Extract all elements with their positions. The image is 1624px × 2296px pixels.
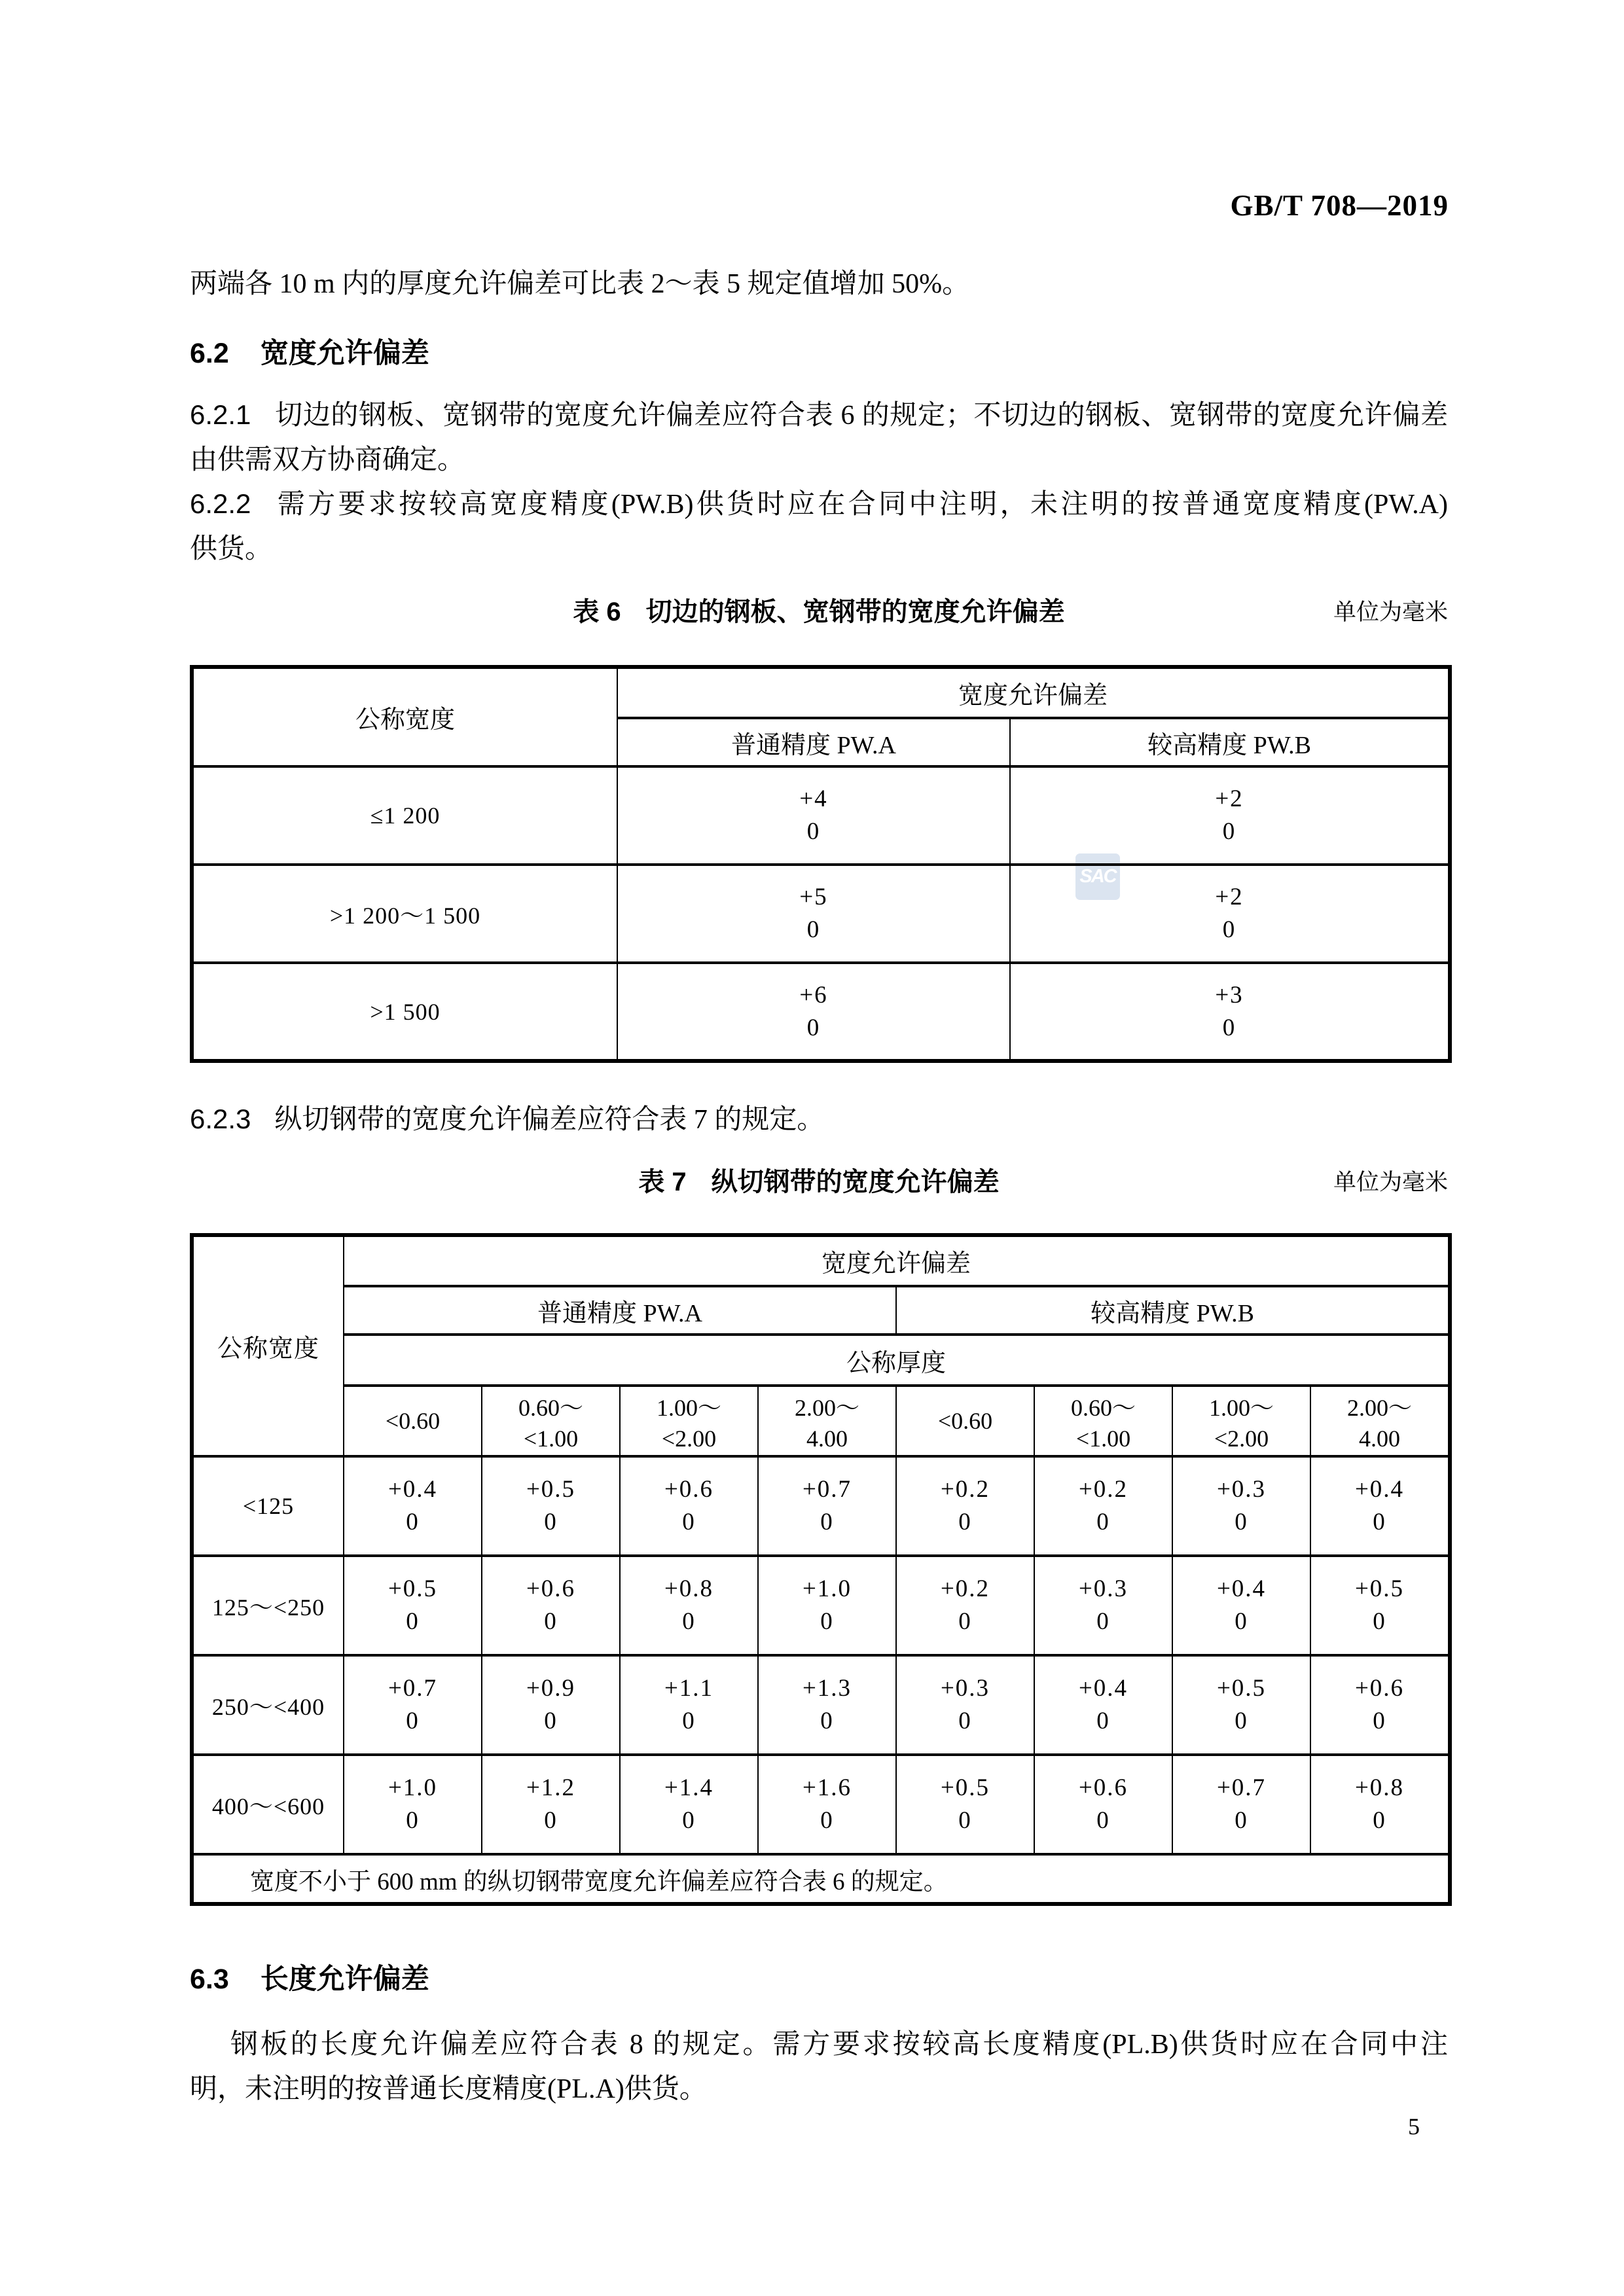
thickness-range: <1.00 — [1075, 1426, 1131, 1452]
thickness-range: <2.00 — [1214, 1426, 1269, 1452]
tolerance-cell — [617, 865, 1010, 963]
clause-number: 6.2.2 — [190, 488, 251, 519]
tol-bot: 0 — [806, 818, 821, 845]
tolerance-cell — [1310, 1456, 1450, 1556]
tolerance-cell — [1310, 1755, 1450, 1854]
tolerance-cell — [758, 1755, 896, 1854]
tolerance-cell — [758, 1655, 896, 1755]
tol-top: +0.2 — [1078, 1476, 1128, 1503]
table-footnote-row — [192, 1854, 1450, 1904]
tolerance-cell — [344, 1755, 482, 1854]
tol-bot: 0 — [1235, 1807, 1248, 1834]
paragraph-line: 由供需双方协商确定。 — [190, 445, 465, 475]
tol-top: +0.5 — [526, 1476, 576, 1503]
col-header-pwa: 普通精度 PW.A — [617, 718, 1010, 766]
tol-bot: 0 — [406, 1608, 420, 1635]
col-header-pwb: 较高精度 PW.B — [1010, 718, 1450, 766]
col-header-nominal-width: 公称宽度 — [192, 667, 617, 766]
caption-title: 纵切钢带的宽度允许偏差 — [711, 1168, 1000, 1196]
tol-top: +1.0 — [388, 1774, 438, 1801]
table-7-caption — [190, 1161, 1448, 1198]
unit-note: 单位为毫米 — [1333, 1170, 1448, 1195]
width-cell: <125 — [192, 1456, 344, 1556]
tol-bot: 0 — [1222, 818, 1236, 845]
tolerance-cell — [1034, 1556, 1172, 1655]
thickness-range: 4.00 — [1359, 1426, 1400, 1452]
section-number: 6.2 — [190, 338, 229, 369]
tol-top: +2 — [1215, 884, 1244, 910]
tol-top: +0.6 — [526, 1575, 576, 1602]
tol-top: +0.6 — [664, 1476, 714, 1503]
tol-top: +0.3 — [1078, 1575, 1128, 1602]
tolerance-cell — [482, 1556, 620, 1655]
thickness-range: <0.60 — [937, 1408, 993, 1434]
tol-bot: 0 — [1373, 1509, 1386, 1535]
tol-top: +1.2 — [526, 1774, 576, 1801]
tolerance-cell — [896, 1755, 1034, 1854]
thickness-col-header — [1034, 1386, 1172, 1456]
tol-bot: 0 — [1096, 1608, 1110, 1635]
tol-bot: 0 — [544, 1608, 558, 1635]
tol-top: +1.3 — [802, 1675, 852, 1702]
thickness-col-header — [896, 1386, 1034, 1456]
tolerance-cell — [620, 1456, 758, 1556]
paragraph-line: 两端各 10 m 内的厚度允许偏差可比表 2～表 5 规定值增加 50%。 — [190, 269, 970, 299]
width-cell: 250～<400 — [192, 1655, 344, 1755]
tol-bot: 0 — [544, 1708, 558, 1734]
tolerance-cell — [482, 1456, 620, 1556]
col-header-pwb: 较高精度 PW.B — [896, 1286, 1450, 1335]
tol-bot: 0 — [1096, 1807, 1110, 1834]
tolerance-cell — [620, 1755, 758, 1854]
tol-top: +0.4 — [1216, 1575, 1267, 1602]
unit-note: 单位为毫米 — [1333, 600, 1448, 625]
tol-top: +6 — [799, 981, 828, 1009]
clause-6-3 — [190, 2022, 1448, 2111]
tolerance-cell — [896, 1556, 1034, 1655]
tol-bot: 0 — [1222, 1014, 1236, 1041]
paragraph-line: 明，未注明的按普通长度精度(PL.A)供货。 — [190, 2074, 707, 2104]
thickness-range: <1.00 — [523, 1426, 579, 1452]
tolerance-cell — [620, 1556, 758, 1655]
tol-top: +0.7 — [802, 1476, 852, 1503]
width-cell: ≤1 200 — [192, 766, 617, 865]
width-cell: >1 500 — [192, 963, 617, 1061]
clause-number: 6.2.3 — [190, 1103, 251, 1134]
tol-bot: 0 — [1373, 1708, 1386, 1734]
tol-bot: 0 — [806, 916, 821, 943]
tol-bot: 0 — [1373, 1807, 1386, 1834]
tolerance-cell — [482, 1655, 620, 1755]
tol-top: +0.4 — [1078, 1675, 1128, 1702]
paragraph-line — [190, 393, 1448, 438]
caption-title: 切边的钢板、宽钢带的宽度允许偏差 — [645, 598, 1065, 626]
clause-6-2-1 — [190, 393, 1448, 482]
tol-top: +4 — [799, 785, 828, 812]
table-row — [192, 1456, 1450, 1556]
tol-top: +0.8 — [1354, 1774, 1405, 1801]
tol-bot: 0 — [820, 1708, 834, 1734]
tol-top: +0.7 — [1216, 1774, 1267, 1801]
thickness-range: 1.00～ — [1208, 1395, 1274, 1421]
table-6-caption — [190, 591, 1448, 628]
tol-top: +0.5 — [1354, 1575, 1405, 1602]
tol-top: +0.7 — [388, 1675, 438, 1702]
tol-top: +0.9 — [526, 1675, 576, 1702]
table-row — [192, 1556, 1450, 1655]
sac-watermark-text: SAC — [1079, 866, 1116, 887]
caption-label: 表 7 — [638, 1168, 687, 1196]
section-number: 6.3 — [190, 1964, 229, 1995]
tol-bot: 0 — [682, 1807, 696, 1834]
tol-bot: 0 — [958, 1708, 972, 1734]
tol-top: +1.6 — [802, 1774, 852, 1801]
tol-bot: 0 — [1222, 916, 1236, 943]
tolerance-cell — [1034, 1456, 1172, 1556]
tol-top: +3 — [1215, 981, 1244, 1009]
col-header-width-deviation: 宽度允许偏差 — [617, 667, 1450, 718]
tol-top: +1.1 — [664, 1675, 714, 1702]
thickness-range: <0.60 — [385, 1408, 441, 1434]
tolerance-cell — [344, 1556, 482, 1655]
tol-top: +0.5 — [1216, 1675, 1267, 1702]
col-header-nominal-thickness: 公称厚度 — [344, 1335, 1450, 1386]
tol-top: +0.2 — [940, 1575, 990, 1602]
tolerance-cell — [482, 1755, 620, 1854]
tol-bot: 0 — [958, 1608, 972, 1635]
tolerance-cell — [758, 1456, 896, 1556]
thickness-col-header — [620, 1386, 758, 1456]
tolerance-cell — [617, 963, 1010, 1061]
tol-bot: 0 — [1373, 1608, 1386, 1635]
clause-6-2-2 — [190, 482, 1448, 571]
tolerance-cell — [896, 1456, 1034, 1556]
table-row — [192, 1655, 1450, 1755]
table-6 — [190, 665, 1452, 1063]
paragraph-line: 供货。 — [190, 534, 273, 564]
thickness-col-header — [482, 1386, 620, 1456]
tol-top: +5 — [799, 884, 828, 910]
tol-top: +0.8 — [664, 1575, 714, 1602]
width-cell: 125～<250 — [192, 1556, 344, 1655]
table-row — [192, 1755, 1450, 1854]
tol-bot: 0 — [682, 1708, 696, 1734]
table-footnote: 宽度不小于 600 mm 的纵切钢带宽度允许偏差应符合表 6 的规定。 — [192, 1854, 1450, 1904]
tol-top: +0.3 — [1216, 1476, 1267, 1503]
thickness-range: 4.00 — [806, 1426, 848, 1452]
col-header-width-deviation: 宽度允许偏差 — [344, 1235, 1450, 1286]
tol-top: +0.5 — [940, 1774, 990, 1801]
tol-top: +1.4 — [664, 1774, 714, 1801]
thickness-range: 0.60～ — [1070, 1395, 1136, 1421]
table-row — [192, 963, 1450, 1061]
tol-bot: 0 — [1096, 1509, 1110, 1535]
tolerance-cell — [1010, 963, 1450, 1061]
tol-bot: 0 — [958, 1807, 972, 1834]
thickness-range: <2.00 — [661, 1426, 717, 1452]
tol-bot: 0 — [820, 1509, 834, 1535]
tol-bot: 0 — [544, 1509, 558, 1535]
tolerance-cell — [1172, 1556, 1310, 1655]
tol-bot: 0 — [406, 1509, 420, 1535]
paragraph-line — [190, 482, 1448, 527]
tolerance-cell — [1010, 865, 1450, 963]
thickness-range: 1.00～ — [656, 1395, 721, 1421]
page-number: 5 — [1408, 2113, 1420, 2140]
tolerance-cell — [344, 1655, 482, 1755]
tolerance-cell — [1034, 1655, 1172, 1755]
tol-top: +0.3 — [940, 1675, 990, 1702]
tol-top: +0.4 — [388, 1476, 438, 1503]
tol-top: +0.4 — [1354, 1476, 1405, 1503]
thickness-col-header — [344, 1386, 482, 1456]
clause-text: 需方要求按较高宽度精度(PW.B)供货时应在合同中注明，未注明的按普通宽度精度(PW.A) — [274, 490, 1448, 520]
table-7 — [190, 1233, 1452, 1906]
tolerance-cell — [1172, 1755, 1310, 1854]
tolerance-cell — [617, 766, 1010, 865]
tol-bot: 0 — [1235, 1708, 1248, 1734]
tol-bot: 0 — [544, 1807, 558, 1834]
clause-text: 纵切钢带的宽度允许偏差应符合表 7 的规定。 — [274, 1105, 825, 1135]
tol-bot: 0 — [806, 1014, 821, 1041]
tol-top: +0.6 — [1354, 1675, 1405, 1702]
tolerance-cell — [896, 1655, 1034, 1755]
tol-bot: 0 — [406, 1708, 420, 1734]
width-cell: >1 200～1 500 — [192, 865, 617, 963]
tol-top: +0.6 — [1078, 1774, 1128, 1801]
section-title: 长度允许偏差 — [260, 1964, 429, 1995]
clause-6-2-3 — [190, 1097, 1448, 1142]
standard-code: GB/T 708—2019 — [1230, 189, 1449, 222]
tol-bot: 0 — [682, 1509, 696, 1535]
thickness-col-header — [1310, 1386, 1450, 1456]
tolerance-cell — [1310, 1655, 1450, 1755]
tolerance-cell — [620, 1655, 758, 1755]
clause-number: 6.2.1 — [190, 399, 251, 430]
thickness-range: 2.00～ — [1347, 1395, 1413, 1421]
tol-bot: 0 — [958, 1509, 972, 1535]
tolerance-cell — [1010, 766, 1450, 865]
tol-bot: 0 — [1235, 1608, 1248, 1635]
table-row — [192, 766, 1450, 865]
paragraph-line — [190, 1097, 1448, 1142]
thickness-range: 0.60～ — [518, 1395, 583, 1421]
tol-top: +0.5 — [388, 1575, 438, 1602]
thickness-range: 2.00～ — [794, 1395, 859, 1421]
tolerance-cell — [344, 1456, 482, 1556]
tolerance-cell — [1034, 1755, 1172, 1854]
thickness-col-header — [758, 1386, 896, 1456]
section-heading-6-2 — [190, 331, 429, 371]
col-header-pwa: 普通精度 PW.A — [344, 1286, 896, 1335]
tol-top: +2 — [1215, 785, 1244, 812]
tolerance-cell — [1172, 1456, 1310, 1556]
section-title: 宽度允许偏差 — [260, 338, 429, 369]
tol-top: +1.0 — [802, 1575, 852, 1602]
paragraph-line: 钢板的长度允许偏差应符合表 8 的规定。需方要求按较高长度精度(PL.B)供货时应在合同中注 — [230, 2030, 1448, 2060]
tolerance-cell — [758, 1556, 896, 1655]
tolerance-cell — [1172, 1655, 1310, 1755]
thickness-col-header — [1172, 1386, 1310, 1456]
tol-bot: 0 — [820, 1608, 834, 1635]
intro-paragraph — [190, 262, 1448, 306]
tol-bot: 0 — [406, 1807, 420, 1834]
tol-bot: 0 — [682, 1608, 696, 1635]
tol-bot: 0 — [820, 1807, 834, 1834]
tolerance-cell — [1310, 1556, 1450, 1655]
tol-bot: 0 — [1235, 1509, 1248, 1535]
table-row — [192, 865, 1450, 963]
tol-top: +0.2 — [940, 1476, 990, 1503]
width-cell: 400～<600 — [192, 1755, 344, 1854]
caption-label: 表 6 — [573, 598, 621, 626]
clause-text: 切边的钢板、宽钢带的宽度允许偏差应符合表 6 的规定；不切边的钢板、宽钢带的宽度允许偏差 — [274, 401, 1448, 431]
section-heading-6-3 — [190, 1957, 429, 1997]
col-header-nominal-width: 公称宽度 — [192, 1235, 344, 1456]
tol-bot: 0 — [1096, 1708, 1110, 1734]
